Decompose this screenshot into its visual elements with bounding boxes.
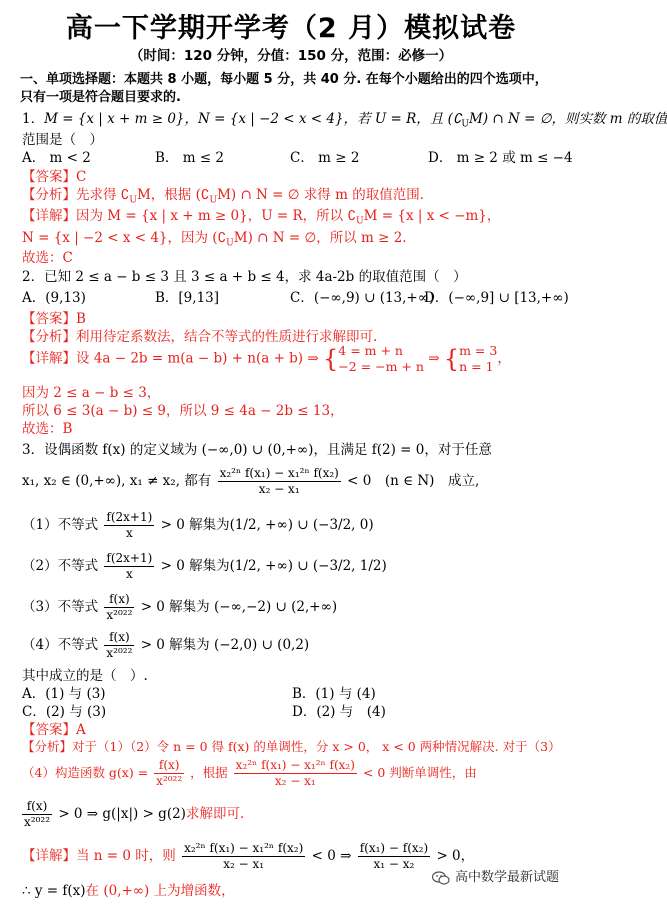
q1-stem-b: M = {x | x + m ≥ 0}，N = {x | −2 < x < 4}，若 U = R，且 (∁ bbox=[44, 111, 462, 127]
q3-detail-fraction-2 bbox=[358, 841, 430, 872]
q1-detail-line1 bbox=[22, 204, 500, 227]
q3-analysis-2a: （4）构造函数 g(x) = bbox=[22, 765, 149, 780]
q3-detail-2b: 在 (0,+∞) 上为增函数， bbox=[85, 883, 235, 899]
q3-analysis-1: 【分析】对于（1）（2）令 n = 0 得 f(x) 的单调性，分 x > 0， x < 0 两种情况解决. 对于（3） bbox=[22, 739, 561, 754]
q3-option-b: B．(1) 与 (4) bbox=[292, 686, 376, 702]
q3-option-a: A．(1) 与 (3) bbox=[22, 686, 106, 702]
q3-detail-1b: < 0 ⇒ bbox=[311, 848, 352, 864]
q3-detail-2 bbox=[22, 879, 235, 899]
q3-stem-fraction bbox=[218, 466, 341, 497]
q3-detail-f2-num: f(x₁) − f(x₂) bbox=[359, 841, 429, 855]
q2-detail bbox=[22, 343, 511, 375]
q1-analysis-sub: U bbox=[129, 195, 137, 206]
q3-analysis-f1-den: x²⁰²² bbox=[156, 774, 183, 788]
q2-line-2: 所以 6 ≤ 3(a − b) ≤ 9，所以 9 ≤ 4a − 2b ≤ 13， bbox=[22, 403, 344, 419]
q3-s1-set: (1/2, +∞) ∪ (−3/2, 0) bbox=[229, 517, 374, 533]
q2-system-1-top: 4 = m + n bbox=[338, 343, 403, 358]
q2-answer: 【答案】B bbox=[22, 311, 86, 327]
q2-option-b: B．[9,13] bbox=[155, 290, 220, 306]
q3-s1-text: > 0 解集为 bbox=[160, 517, 230, 533]
q1-analysis-a: 【分析】先求得 ∁ bbox=[22, 187, 130, 203]
q3-stem-fraction-num: x₂²ⁿ f(x₁) − x₁²ⁿ f(x₂) bbox=[219, 466, 339, 480]
q3-s3-num: f(x) bbox=[104, 592, 134, 608]
q3-analysis-f3-den: x²⁰²² bbox=[24, 815, 51, 829]
q3-analysis-2b: ，根据 bbox=[190, 765, 228, 780]
q2-system-2-bottom: n = 1 bbox=[459, 359, 494, 374]
q3-s3-fraction bbox=[104, 592, 134, 623]
q3-stem-1: 3．设偶函数 f(x) 的定义域为 (−∞,0) ∪ (0,+∞)，且满足 f(2) = 0，对于任意 bbox=[22, 442, 492, 458]
q1-detail-2b: M) ∩ N = ∅，所以 m ≥ 2. bbox=[233, 230, 407, 246]
q2-system-2 bbox=[459, 343, 497, 375]
q3-detail-f2-den: x₁ − x₂ bbox=[373, 857, 415, 871]
q3-stem-2a: x₁, x₂ ∈ (0,+∞), x₁ ≠ x₂, 都有 bbox=[22, 473, 212, 489]
q1-stem-line2: 范围是（ ） bbox=[22, 132, 103, 148]
q3-analysis-fraction-1 bbox=[154, 758, 184, 789]
q1-conclusion: 故选：C bbox=[22, 250, 73, 266]
q3-s4-den: x²⁰²² bbox=[106, 646, 133, 660]
q3-s4-num: f(x) bbox=[104, 630, 134, 646]
q3-s1-num: f(2x+1) bbox=[106, 510, 153, 524]
q3-detail-f1-num: x₂²ⁿ f(x₁) − x₁²ⁿ f(x₂) bbox=[184, 841, 304, 855]
q3-s2-num: f(2x+1) bbox=[106, 551, 153, 565]
q3-s2-den: x bbox=[125, 567, 133, 581]
q1-detail-sub2: U bbox=[226, 238, 234, 249]
q3-s4-text: > 0 解集为 (−2,0) ∪ (0,2) bbox=[140, 637, 310, 653]
q3-analysis-f2-num: x₂²ⁿ f(x₁) − x₁²ⁿ f(x₂) bbox=[235, 758, 355, 772]
q2-detail-a: 【详解】设 4a − 2b = m(a − b) + n(a + b) ⇒ bbox=[22, 350, 319, 367]
q3-statement-4 bbox=[22, 630, 309, 661]
q2-option-a: A．(9,13) bbox=[22, 290, 86, 306]
q1-option-d: D． m ≥ 2 或 m ≤ −4 bbox=[428, 150, 573, 166]
q3-analysis-fraction-2 bbox=[234, 758, 357, 789]
q2-line-1: 因为 2 ≤ a − b ≤ 3， bbox=[22, 385, 161, 401]
q2-stem: 2．已知 2 ≤ a − b ≤ 3 且 3 ≤ a + b ≤ 4，求 4a-2b 的取值范围（ ） bbox=[22, 269, 467, 285]
q3-s2-set: (1/2, +∞) ∪ (−3/2, 1/2) bbox=[229, 558, 387, 574]
q3-option-c: C．(2) 与 (3) bbox=[22, 704, 107, 720]
q1-analysis-b: M，根据 (∁ bbox=[136, 187, 210, 203]
q3-s1-den: x bbox=[125, 526, 133, 540]
q3-stem-2b: < 0 (n ∈ N) 成立, bbox=[347, 473, 480, 489]
section-heading-line1: 一、单项选择题：本题共 8 小题，每小题 5 分，共 40 分. 在每个小题给出的四个选项中， bbox=[20, 72, 548, 87]
q3-analysis-fraction-3 bbox=[22, 799, 52, 830]
q1-analysis-sub2: U bbox=[209, 195, 218, 206]
q3-analysis-f1-num: f(x) bbox=[154, 758, 184, 774]
q3-analysis-2 bbox=[22, 758, 477, 789]
q2-system-2-top: m = 3 bbox=[459, 343, 498, 358]
q3-s1-label: （1）不等式 bbox=[22, 517, 99, 533]
q2-arrow: ⇒ bbox=[428, 350, 440, 367]
q1-analysis bbox=[22, 183, 424, 206]
q3-s2-text: > 0 解集为 bbox=[160, 558, 230, 574]
q2-analysis: 【分析】利用待定系数法，结合不等式的性质进行求解即可. bbox=[22, 329, 378, 345]
q3-s3-den: x²⁰²² bbox=[106, 608, 133, 622]
q3-analysis-f2-den: x₂ − x₁ bbox=[274, 774, 316, 788]
q3-stem-fraction-den: x₂ − x₁ bbox=[258, 482, 300, 496]
q3-s4-fraction bbox=[104, 630, 134, 661]
q3-analysis-f3-num: f(x) bbox=[22, 799, 52, 815]
wechat-icon bbox=[432, 871, 450, 885]
q2-option-d: D．(−∞,9] ∪ [13,+∞) bbox=[424, 290, 569, 306]
q3-analysis-3c: 求解即可. bbox=[185, 806, 245, 822]
q1-option-b: B． m ≤ 2 bbox=[155, 150, 224, 166]
q3-detail-1a: 【详解】当 n = 0 时，则 bbox=[22, 848, 176, 864]
q1-option-a: A． m < 2 bbox=[22, 150, 91, 166]
q3-s1-fraction bbox=[104, 510, 154, 541]
q3-statement-3 bbox=[22, 592, 337, 623]
q2-comma: ， bbox=[497, 350, 511, 367]
q1-detail-2a: N = {x | −2 < x < 4}，因为 (∁ bbox=[22, 230, 227, 246]
q3-answer: 【答案】A bbox=[22, 722, 86, 738]
q3-detail-1c: > 0， bbox=[436, 848, 475, 864]
q3-detail-1 bbox=[22, 841, 474, 872]
q3-s3-label: （3）不等式 bbox=[22, 599, 99, 615]
q3-s2-label: （2）不等式 bbox=[22, 558, 99, 574]
watermark-text: 高中数学最新试题 bbox=[455, 870, 560, 885]
q1-complement-sub: U bbox=[461, 119, 470, 130]
q2-brace-2: { bbox=[443, 345, 460, 373]
q3-analysis-3b: > 0 ⇒ g(|x|) > g(2) bbox=[58, 806, 186, 822]
watermark bbox=[432, 866, 559, 885]
q1-answer: 【答案】C bbox=[22, 169, 87, 185]
q1-detail-sub: U bbox=[356, 216, 364, 227]
section-heading-line2: 只有一项是符合题目要求的. bbox=[20, 90, 181, 105]
page-title: 高一下学期开学考（2 月）模拟试卷 bbox=[65, 13, 517, 44]
q2-system-1 bbox=[338, 343, 424, 375]
q3-stem-2 bbox=[22, 466, 479, 497]
q1-number: 1． bbox=[22, 111, 45, 127]
q3-option-d: D．(2) 与 (4) bbox=[292, 704, 386, 720]
q3-analysis-2c: < 0 判断单调性，由 bbox=[362, 765, 477, 780]
q3-which: 其中成立的是（ ）. bbox=[22, 668, 148, 684]
q1-stem bbox=[22, 107, 667, 130]
q3-statement-2 bbox=[22, 551, 387, 582]
q3-s4-label: （4）不等式 bbox=[22, 637, 99, 653]
q1-option-c: C． m ≥ 2 bbox=[290, 150, 360, 166]
page-subtitle: （时间：120 分钟，分值：150 分，范围：必修一） bbox=[129, 48, 453, 64]
q2-option-c: C．(−∞,9) ∪ (13,+∞) bbox=[290, 290, 435, 306]
q1-stem-c: M) ∩ N = ∅，则实数 m 的取值 bbox=[469, 111, 667, 127]
q3-s2-fraction bbox=[104, 551, 154, 582]
q1-detail-line2 bbox=[22, 226, 407, 249]
q2-system-1-bottom: −2 = −m + n bbox=[338, 359, 424, 374]
q1-detail-1a: 【详解】因为 M = {x | x + m ≥ 0}，U = R，所以 ∁ bbox=[22, 208, 357, 224]
q3-detail-fraction-1 bbox=[182, 841, 305, 872]
q3-analysis-3 bbox=[20, 799, 244, 830]
q3-statement-1 bbox=[22, 510, 374, 541]
q2-conclusion: 故选：B bbox=[22, 421, 73, 437]
q3-detail-f1-den: x₂ − x₁ bbox=[223, 857, 265, 871]
q2-brace-1: { bbox=[322, 345, 339, 373]
q1-analysis-c: M) ∩ N = ∅ 求得 m 的取值范围. bbox=[217, 187, 424, 203]
q3-s3-text: > 0 解集为 (−∞,−2) ∪ (2,+∞) bbox=[140, 599, 338, 615]
q3-detail-2a: ∴ y = f(x) bbox=[22, 883, 86, 899]
q1-detail-1b: M = {x | x < −m}， bbox=[363, 208, 501, 224]
